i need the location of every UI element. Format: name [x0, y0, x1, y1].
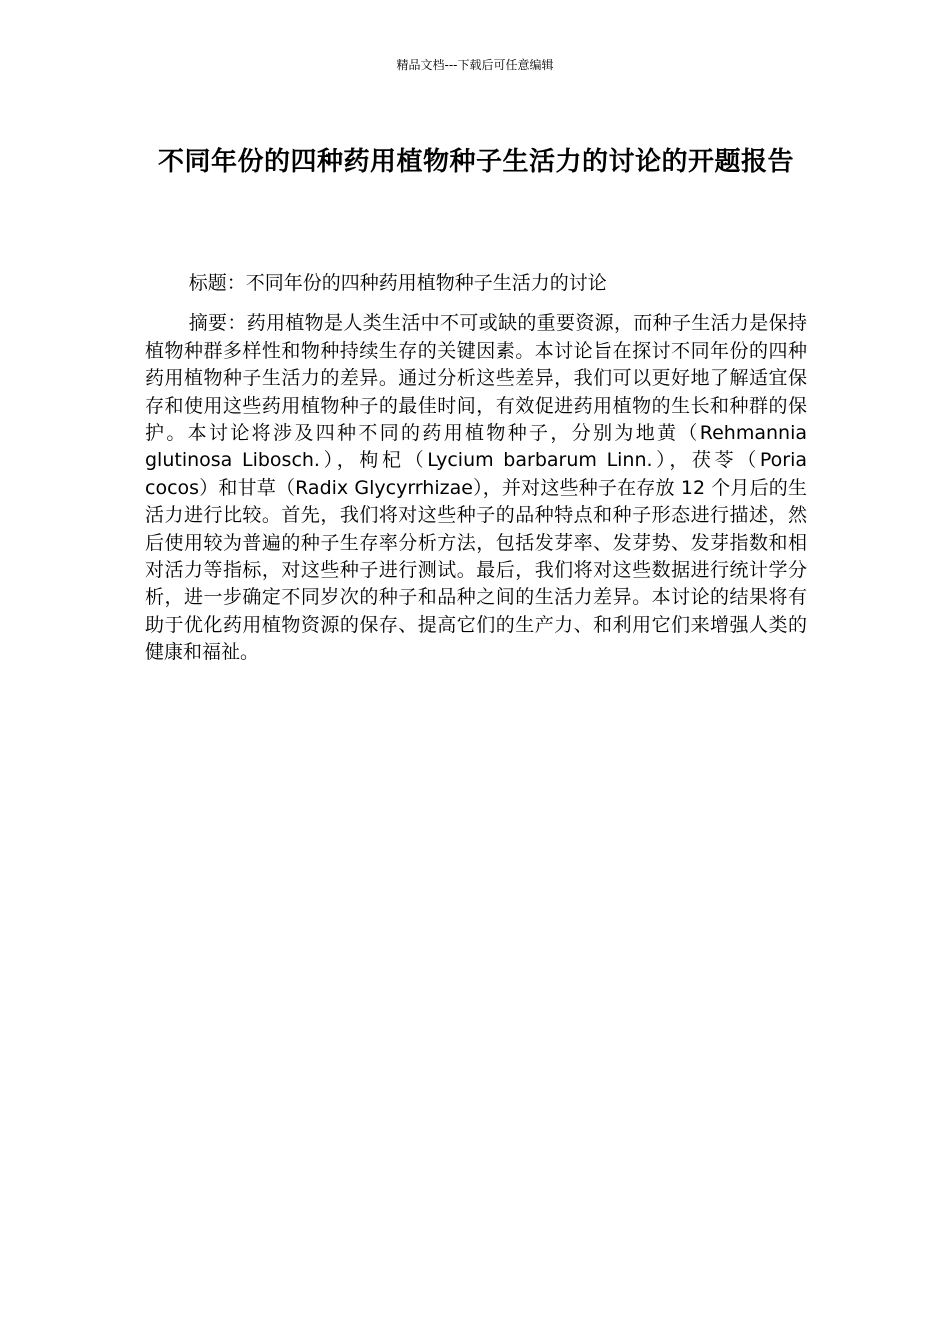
subject-label: 标题：	[188, 272, 246, 294]
abstract-text: 药用植物是人类生活中不可或缺的重要资源，而种子生活力是保持植物种群多样性和物种持续生存的关键因素。本讨论旨在探讨不同年份的四种药用植物种子生活力的差异。通过分析这些差异，我们可以更好地了解适宜保存和使用这些药用植物种子的最佳时间，有效促进药用植物的生长和种群的保护。本讨论将涉及四种不同的药用植物种子，分别为地黄（Rehmannia glutinosa Libosch.），枸杞（Lycium barbarum Linn.），茯苓（Poria cocos）和甘草（Radix Glycyrrhizae），并对这些种子在存放 12 个月后的生活力进行比较。首先，我们将对这些种子的品种特点和种子形态进行描述，然后使用较为普遍的种子生存率分析方法，包括发芽率、发芽势、发芽指数和相对活力等指标，对这些种子进行测试。最后，我们将对这些数据进行统计学分析，进一步确定不同岁次的种子和品种之间的生活力差异。本讨论的结果将有助于优化药用植物资源的保存、提高它们的生产力、和利用它们来增强人类的健康和福祉。	[145, 312, 807, 664]
subject-text: 不同年份的四种药用植物种子生活力的讨论	[245, 272, 607, 294]
abstract-label: 摘要：	[188, 312, 247, 335]
abstract-paragraph	[145, 310, 807, 666]
subject-paragraph	[145, 270, 807, 297]
header-note: 精品文档---下载后可任意编辑	[396, 58, 554, 72]
document-body	[145, 270, 807, 680]
document-title: 不同年份的四种药用植物种子生活力的讨论的开题报告	[157, 147, 794, 177]
